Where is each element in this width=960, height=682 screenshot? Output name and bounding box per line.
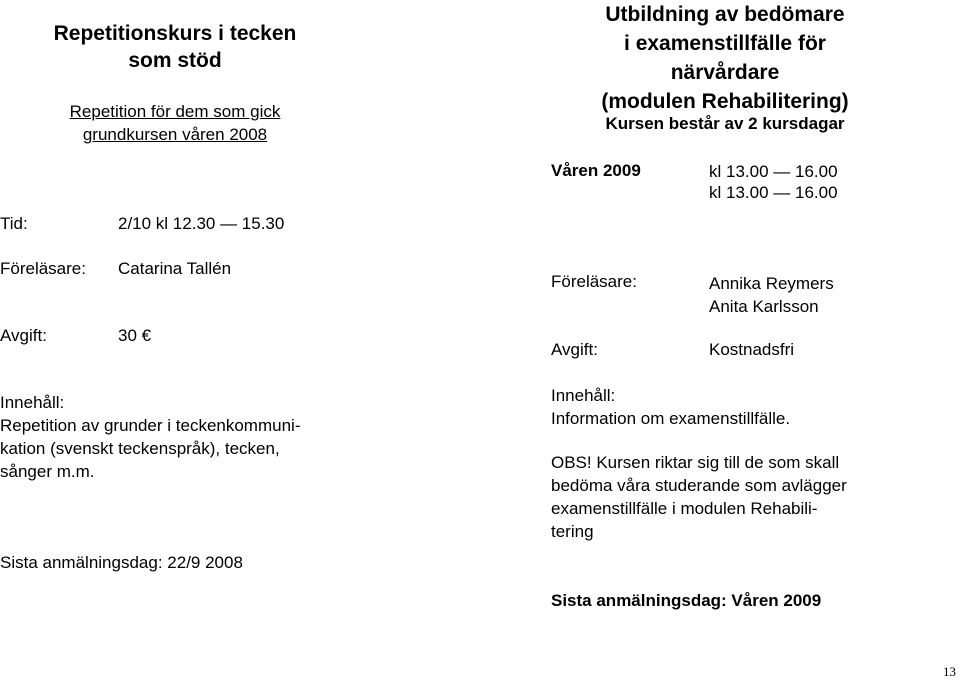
left-title-line: Repetitionskurs i tecken [53, 22, 297, 45]
left-forelasare-value: Catarina Tallén [118, 259, 232, 278]
right-course-subtitle: Kursen består av 2 kursdagar [605, 114, 845, 133]
left-innehall-line: kation (svenskt teckenspråk), tecken, [0, 439, 280, 458]
left-avgift-value: 30 € [118, 326, 152, 345]
right-obs-line: bedöma våra studerande som avlägger [551, 476, 847, 495]
left-avgift-label: Avgift: [0, 326, 47, 345]
left-sista-anmalningsdag [0, 553, 243, 573]
right-course-title [530, 0, 920, 116]
right-avgift-label: Avgift: [551, 340, 598, 359]
right-obs-line: OBS! Kursen riktar sig till de som skall [551, 453, 840, 472]
left-forelasare-label: Föreläsare: [0, 259, 86, 278]
left-tid-label: Tid: [0, 214, 28, 233]
left-subtitle-line: Repetition för dem som gick [69, 102, 281, 121]
right-time-line: kl 13.00 — 16.00 [709, 183, 838, 202]
right-title-line: Utbildning av bedömare [605, 3, 845, 26]
right-title-line: i examenstillfälle för [624, 32, 826, 55]
right-sista-anmalningsdag: Sista anmälningsdag: Våren 2009 [551, 591, 822, 610]
right-times [709, 161, 838, 203]
left-subtitle-line: grundkursen våren 2008 [82, 125, 268, 144]
right-lecturers [709, 272, 834, 318]
right-title-line: (modulen Rehabilitering) [601, 90, 849, 113]
right-innehall-value: Information om examenstillfälle. [551, 409, 791, 428]
right-varen-label: Våren 2009 [551, 161, 641, 180]
left-innehall-section [0, 391, 300, 483]
right-lecturer: Anita Karlsson [709, 297, 819, 316]
page-number: 13 [943, 664, 956, 679]
right-forelasare-label: Föreläsare: [551, 272, 637, 291]
left-innehall-label: Innehåll: [0, 393, 65, 412]
right-innehall-section [551, 384, 790, 430]
left-sista-value: 22/9 2008 [167, 553, 243, 572]
left-course-title [0, 20, 350, 74]
right-innehall-label: Innehåll: [551, 386, 616, 405]
left-title-line: som stöd [128, 49, 222, 72]
left-tid-value: 2/10 kl 12.30 — 15.30 [118, 214, 285, 233]
right-obs-note [551, 451, 847, 543]
right-title-line: närvårdare [670, 61, 780, 84]
right-lecturer: Annika Reymers [709, 274, 834, 293]
left-sista-label: Sista anmälningsdag: [0, 553, 163, 572]
right-obs-line: tering [551, 522, 594, 541]
right-obs-line: examenstillfälle i modulen Rehabili- [551, 499, 818, 518]
left-innehall-line: Repetition av grunder i teckenkommuni- [0, 416, 301, 435]
left-innehall-line: sånger m.m. [0, 462, 95, 481]
left-course-subtitle [0, 100, 350, 146]
right-time-line: kl 13.00 — 16.00 [709, 162, 838, 181]
right-avgift-value: Kostnadsfri [709, 340, 795, 359]
